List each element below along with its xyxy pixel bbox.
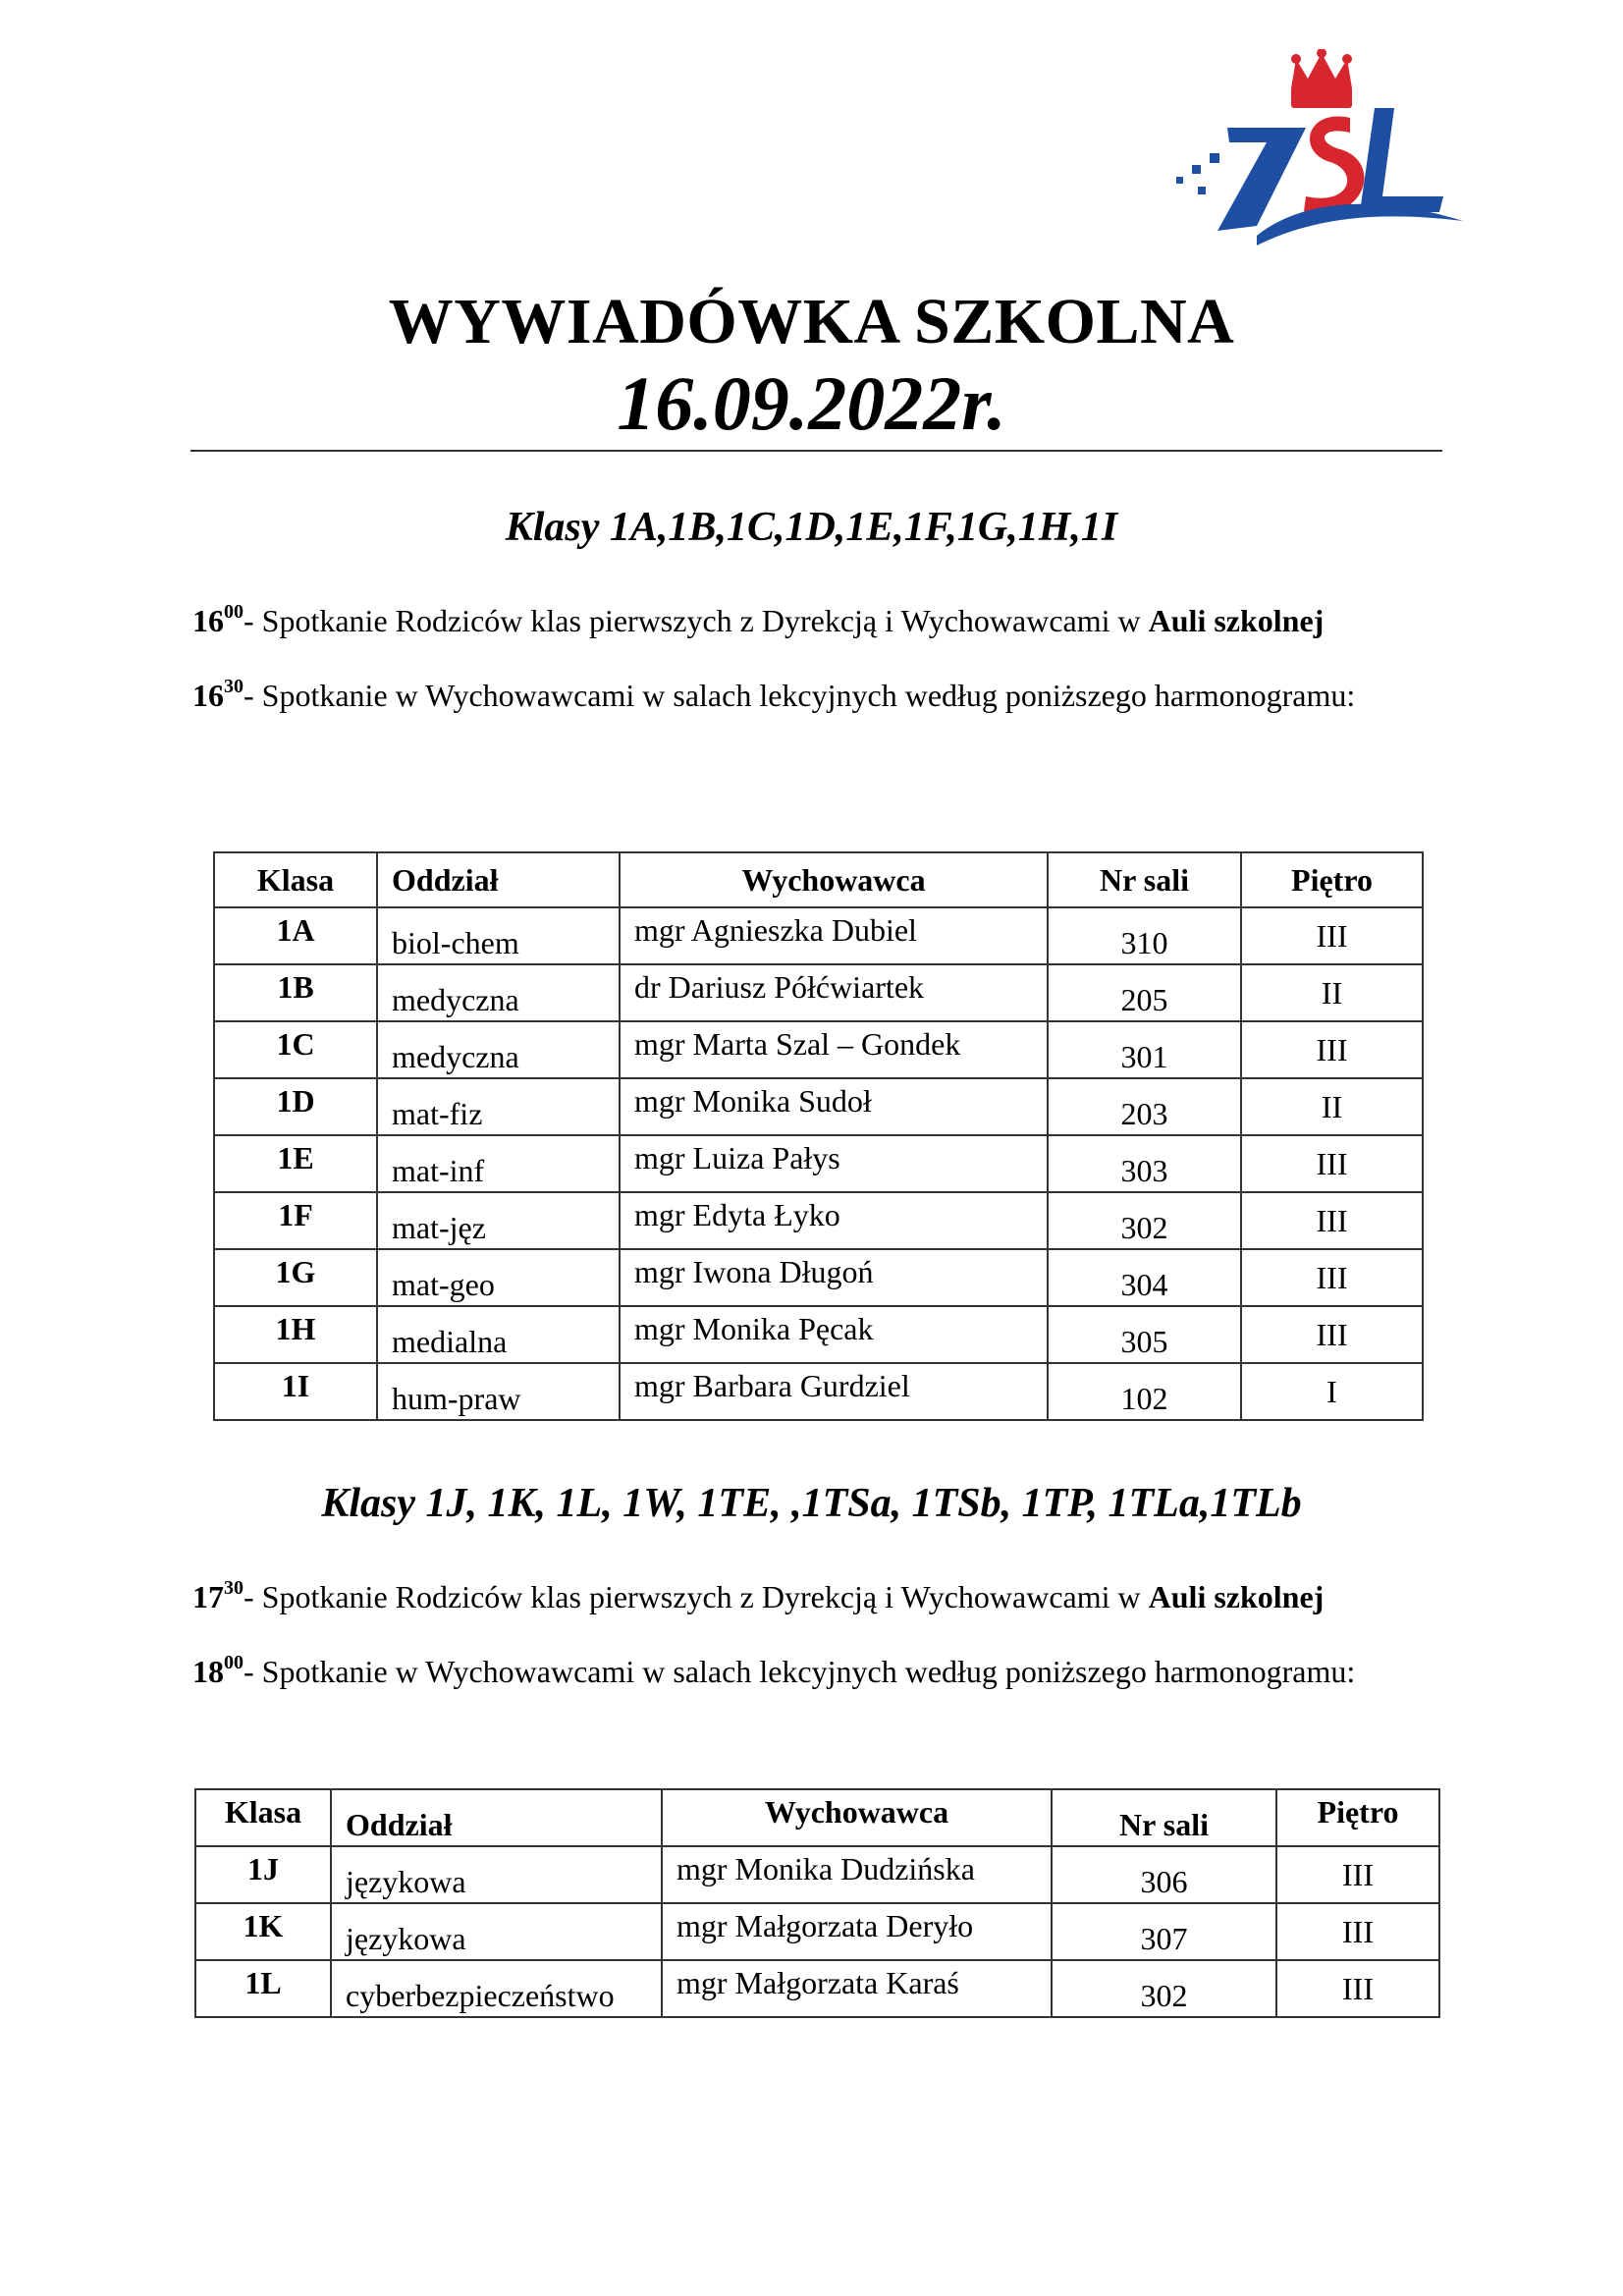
- cell-pietro: III: [1241, 907, 1423, 964]
- cell-oddzial: mat-fiz: [377, 1078, 620, 1135]
- section2-line-2: $18^{00}-$ Spotkanie w Wychowawcami w salach lekcyjnych według poniższego harmonogramu:: [192, 1652, 1356, 1689]
- cell-oddzial: cyberbezpieczeństwo: [331, 1960, 662, 2017]
- cell-klasa: 1C: [214, 1021, 377, 1078]
- cell-nr-sali: 205: [1048, 964, 1241, 1021]
- cell-nr-sali: 306: [1052, 1846, 1276, 1903]
- cell-pietro: II: [1241, 1078, 1423, 1135]
- cell-wychowawca: dr Dariusz Półćwiartek: [620, 964, 1048, 1021]
- cell-wychowawca: mgr Edyta Łyko: [620, 1192, 1048, 1249]
- table-row: [214, 1192, 1423, 1249]
- header-nr-sali: Nr sali: [1048, 852, 1241, 907]
- cell-oddzial: medialna: [377, 1306, 620, 1363]
- table-row: [214, 907, 1423, 964]
- cell-pietro: I: [1241, 1363, 1423, 1420]
- header-wychowawca: Wychowawca: [662, 1789, 1052, 1846]
- logo-s-shape: [1304, 117, 1364, 214]
- cell-klasa: 1I: [214, 1363, 377, 1420]
- header-wychowawca: Wychowawca: [620, 852, 1048, 907]
- cell-nr-sali: 203: [1048, 1078, 1241, 1135]
- logo-dots: [1176, 153, 1219, 194]
- cell-pietro: III: [1276, 1960, 1439, 2017]
- cell-oddzial: mat-inf: [377, 1135, 620, 1192]
- cell-oddzial: hum-praw: [377, 1363, 620, 1420]
- cell-pietro: II: [1241, 964, 1423, 1021]
- cell-nr-sali: 302: [1052, 1960, 1276, 2017]
- crown-icon: [1291, 49, 1352, 108]
- table-header-row: [195, 1789, 1439, 1846]
- schedule-table-2: [194, 1788, 1440, 2018]
- cell-pietro: III: [1241, 1249, 1423, 1306]
- table-row: [214, 1135, 1423, 1192]
- cell-klasa: 1B: [214, 964, 377, 1021]
- cell-oddzial: językowa: [331, 1903, 662, 1960]
- table-row: [214, 1363, 1423, 1420]
- cell-pietro: III: [1241, 1192, 1423, 1249]
- table-row: [195, 1960, 1439, 2017]
- cell-pietro: III: [1241, 1306, 1423, 1363]
- header-pietro: Piętro: [1276, 1789, 1439, 1846]
- section1-line-2: $16^{30}-$ Spotkanie w Wychowawcami w salach lekcyjnych według poniższego harmonogramu:: [192, 676, 1356, 713]
- school-logo: [1159, 49, 1473, 265]
- cell-nr-sali: 303: [1048, 1135, 1241, 1192]
- cell-oddzial: mat-jęz: [377, 1192, 620, 1249]
- cell-nr-sali: 304: [1048, 1249, 1241, 1306]
- cell-oddzial: mat-geo: [377, 1249, 620, 1306]
- cell-klasa: 1K: [195, 1903, 331, 1960]
- header-klasa: Klasa: [214, 852, 377, 907]
- cell-oddzial: biol-chem: [377, 907, 620, 964]
- cell-wychowawca: mgr Luiza Pałys: [620, 1135, 1048, 1192]
- header-oddzial: Oddział: [377, 852, 620, 907]
- page-title: WYWIADÓWKA SZKOLNA: [388, 286, 1235, 357]
- cell-nr-sali: 102: [1048, 1363, 1241, 1420]
- cell-klasa: 1L: [195, 1960, 331, 2017]
- cell-wychowawca: mgr Iwona Długoń: [620, 1249, 1048, 1306]
- table-row: [195, 1903, 1439, 1960]
- cell-wychowawca: mgr Barbara Gurdziel: [620, 1363, 1048, 1420]
- cell-klasa: 1H: [214, 1306, 377, 1363]
- cell-wychowawca: mgr Małgorzata Karaś: [662, 1960, 1052, 2017]
- cell-oddzial: medyczna: [377, 964, 620, 1021]
- cell-pietro: III: [1276, 1903, 1439, 1960]
- cell-pietro: III: [1241, 1021, 1423, 1078]
- divider: [190, 450, 1442, 452]
- cell-pietro: III: [1241, 1135, 1423, 1192]
- table-row: [214, 1306, 1423, 1363]
- cell-oddzial: językowa: [331, 1846, 662, 1903]
- cell-oddzial: medyczna: [377, 1021, 620, 1078]
- table-row: [214, 964, 1423, 1021]
- cell-nr-sali: 301: [1048, 1021, 1241, 1078]
- cell-wychowawca: mgr Monika Pęcak: [620, 1306, 1048, 1363]
- cell-wychowawca: mgr Monika Sudoł: [620, 1078, 1048, 1135]
- section2-heading: Klasy 1J, 1K, 1L, 1W, 1TE, ,1TSa, 1TSb, 1TP, 1TLa,1TLb: [321, 1481, 1302, 1526]
- cell-nr-sali: 305: [1048, 1306, 1241, 1363]
- meeting-date: 16.09.2022r.: [617, 360, 1006, 446]
- cell-nr-sali: 310: [1048, 907, 1241, 964]
- table-row: [195, 1846, 1439, 1903]
- section2-line-1: $17^{30}-$ Spotkanie Rodziców klas pierwszych z Dyrekcją i Wychowawcami w Auli szkolnej: [192, 1577, 1325, 1614]
- header-pietro: Piętro: [1241, 852, 1423, 907]
- table-row: [214, 1249, 1423, 1306]
- header-klasa: Klasa: [195, 1789, 331, 1846]
- schedule-table-1: [213, 851, 1424, 1421]
- table-header-row: [214, 852, 1423, 907]
- cell-wychowawca: mgr Agnieszka Dubiel: [620, 907, 1048, 964]
- cell-nr-sali: 307: [1052, 1903, 1276, 1960]
- cell-klasa: 1D: [214, 1078, 377, 1135]
- logo-z-shape: [1217, 128, 1306, 231]
- table-row: [214, 1078, 1423, 1135]
- header-oddzial: Oddział: [331, 1789, 662, 1846]
- cell-klasa: 1G: [214, 1249, 377, 1306]
- cell-klasa: 1A: [214, 907, 377, 964]
- cell-nr-sali: 302: [1048, 1192, 1241, 1249]
- cell-wychowawca: mgr Monika Dudzińska: [662, 1846, 1052, 1903]
- section1-heading: Klasy 1A,1B,1C,1D,1E,1F,1G,1H,1I: [505, 505, 1118, 550]
- cell-klasa: 1J: [195, 1846, 331, 1903]
- header-nr-sali: Nr sali: [1052, 1789, 1276, 1846]
- logo-l-shape: [1360, 108, 1443, 212]
- cell-wychowawca: mgr Małgorzata Deryło: [662, 1903, 1052, 1960]
- cell-klasa: 1F: [214, 1192, 377, 1249]
- section1-line-1: $16^{00}-$ Spotkanie Rodziców klas pierwszych z Dyrekcją i Wychowawcami w Auli szkolnej: [192, 601, 1325, 638]
- cell-pietro: III: [1276, 1846, 1439, 1903]
- cell-wychowawca: mgr Marta Szal – Gondek: [620, 1021, 1048, 1078]
- cell-klasa: 1E: [214, 1135, 377, 1192]
- table-row: [214, 1021, 1423, 1078]
